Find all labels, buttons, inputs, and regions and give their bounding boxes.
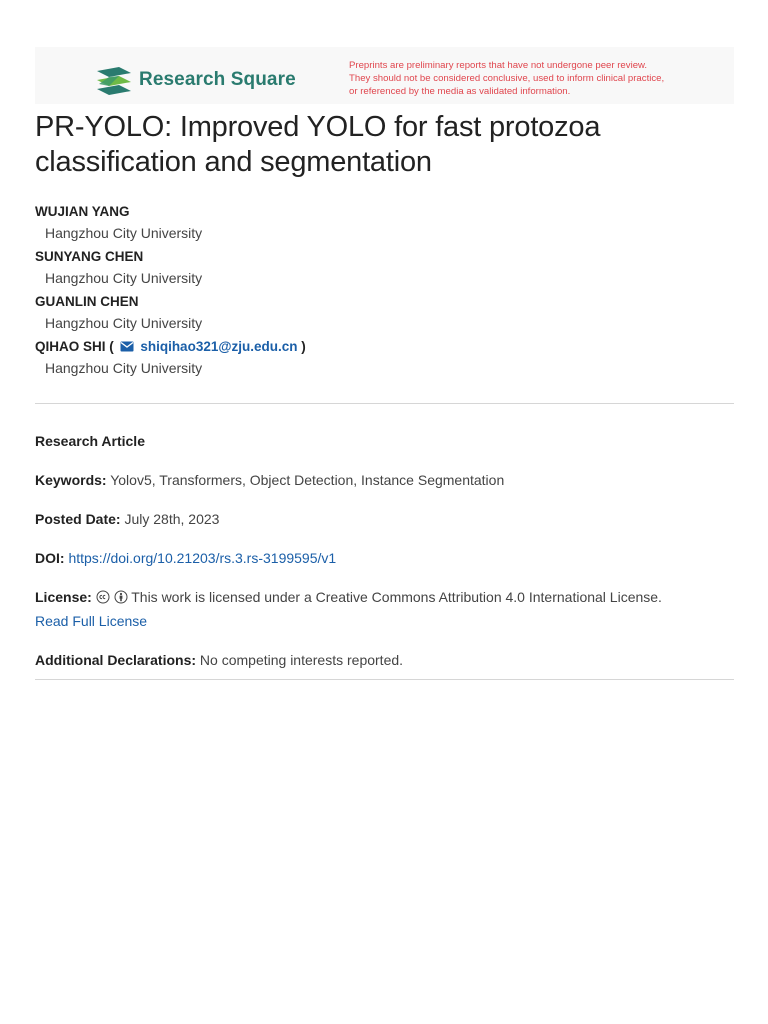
posted-date-label: Posted Date: bbox=[35, 511, 121, 527]
divider bbox=[35, 403, 734, 404]
article-title: PR-YOLO: Improved YOLO for fast protozoa classification and segmentation bbox=[35, 111, 601, 178]
article-metadata bbox=[35, 429, 734, 672]
email-open-paren: ( bbox=[109, 339, 114, 354]
author-item bbox=[35, 202, 735, 244]
read-full-license-link[interactable]: Read Full License bbox=[35, 613, 148, 629]
keywords-row bbox=[35, 468, 734, 492]
author-name: SUNYANG CHEN bbox=[35, 249, 144, 264]
cc-icon bbox=[96, 590, 110, 604]
divider bbox=[35, 679, 734, 680]
research-square-logo-icon bbox=[95, 65, 133, 95]
author-affiliation: Hangzhou City University bbox=[45, 270, 203, 286]
declarations-label: Additional Declarations: bbox=[35, 652, 197, 668]
disclaimer-line: or referenced by the media as validated information. bbox=[349, 86, 571, 97]
doi-label: DOI: bbox=[35, 550, 65, 566]
keywords-value: Yolov5, Transformers, Object Detection, Instance Segmentation bbox=[110, 472, 505, 488]
author-name: WUJIAN YANG bbox=[35, 204, 130, 219]
author-name: QIHAO SHI bbox=[35, 339, 106, 354]
author-name-with-email bbox=[35, 337, 735, 357]
preprint-banner bbox=[35, 47, 734, 104]
disclaimer-line: Preprints are preliminary reports that have not undergone peer review. bbox=[349, 60, 648, 71]
posted-date-value: July 28th, 2023 bbox=[124, 511, 220, 527]
declarations-value: No competing interests reported. bbox=[199, 652, 404, 668]
author-affiliation: Hangzhou City University bbox=[45, 315, 203, 331]
declarations-row bbox=[35, 648, 734, 672]
logo-text: Research Square bbox=[139, 69, 296, 90]
preprint-disclaimer bbox=[349, 59, 729, 98]
email-close-paren: ) bbox=[301, 339, 306, 354]
keywords-label: Keywords: bbox=[35, 472, 107, 488]
license-row bbox=[35, 585, 734, 633]
disclaimer-line: They should not be considered conclusive, used to inform clinical practice, bbox=[349, 73, 665, 84]
author-affiliation: Hangzhou City University bbox=[45, 360, 203, 376]
author-affiliation: Hangzhou City University bbox=[45, 225, 203, 241]
doi-link[interactable]: https://doi.org/10.21203/rs.3.rs-3199595/v1 bbox=[68, 550, 337, 566]
author-list bbox=[35, 202, 735, 382]
by-icon bbox=[114, 590, 128, 604]
license-label: License: bbox=[35, 589, 92, 605]
doi-row bbox=[35, 546, 734, 570]
author-email-link[interactable]: shiqihao321@zju.edu.cn bbox=[140, 339, 298, 354]
research-square-logo[interactable] bbox=[95, 65, 296, 95]
posted-date-row bbox=[35, 507, 734, 531]
author-item bbox=[35, 247, 735, 289]
author-item bbox=[35, 337, 735, 379]
author-item bbox=[35, 292, 735, 334]
envelope-icon bbox=[120, 341, 134, 352]
article-type-row bbox=[35, 429, 734, 453]
author-name: GUANLIN CHEN bbox=[35, 294, 139, 309]
article-type: Research Article bbox=[35, 433, 145, 449]
license-text: This work is licensed under a Creative Commons Attribution 4.0 International License. bbox=[131, 589, 662, 605]
